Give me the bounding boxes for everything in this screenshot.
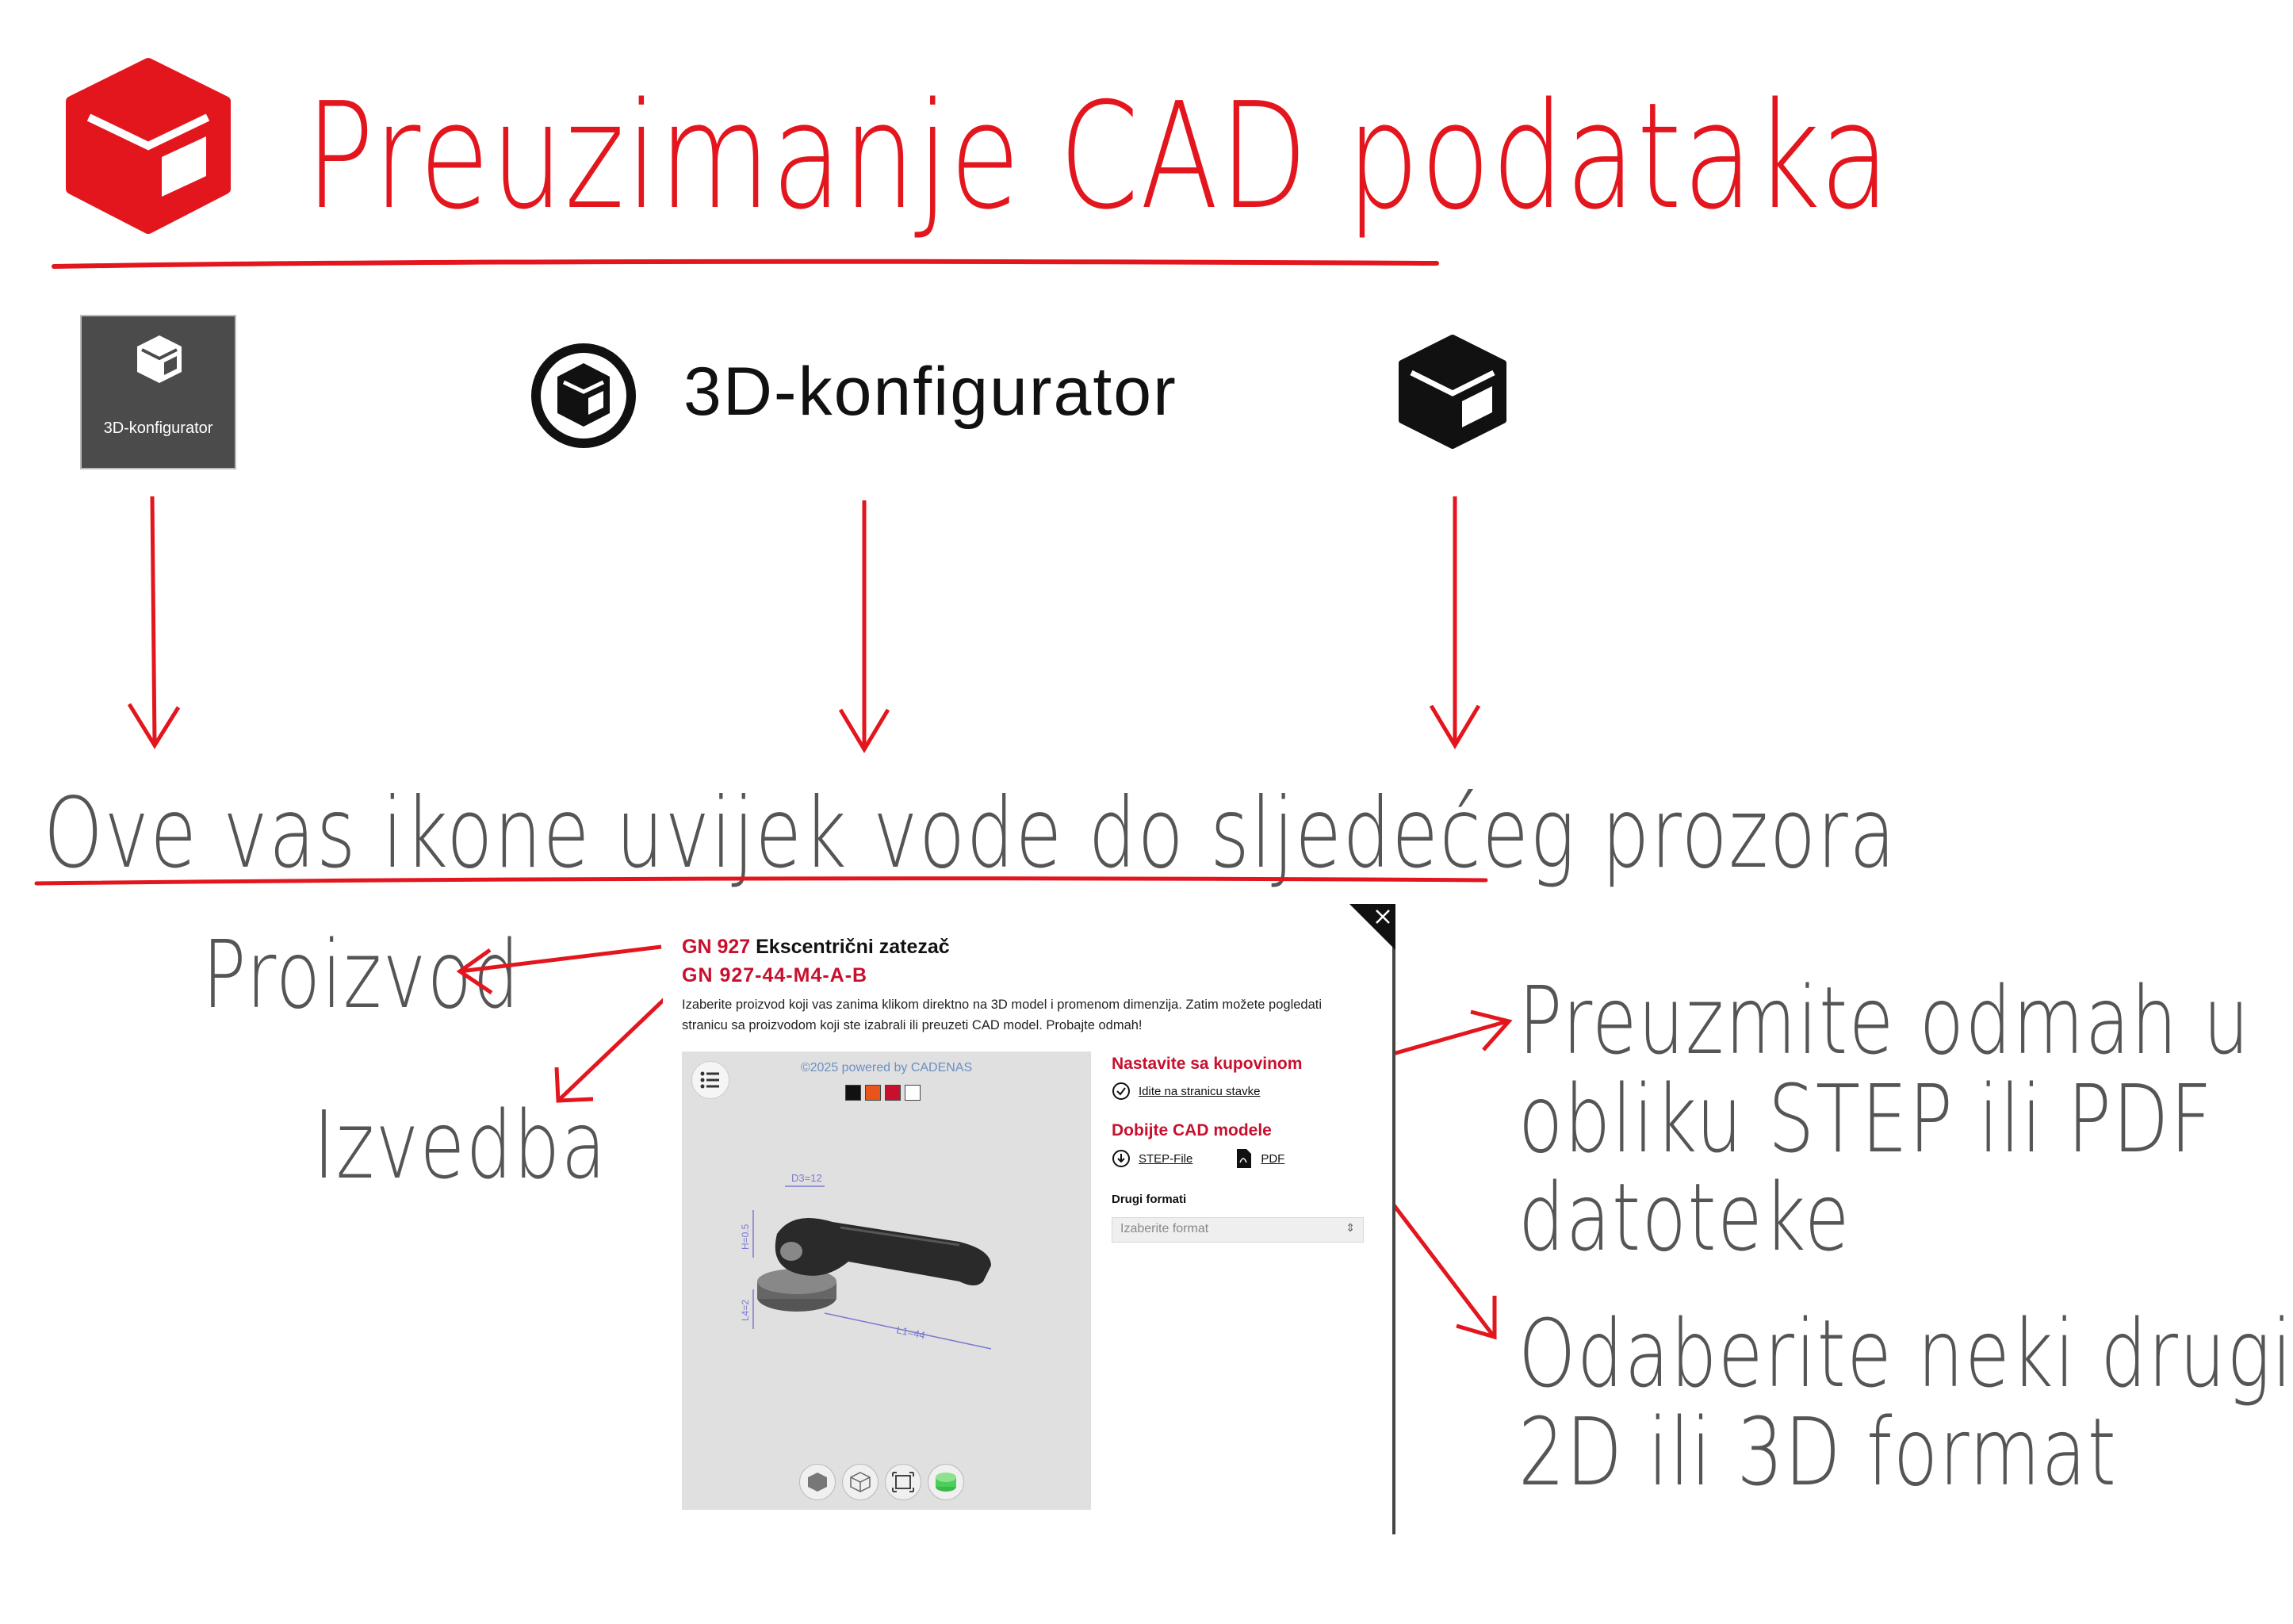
product-annotation: Proizvod [202,920,521,1029]
continue-heading: Nastavite sa kupovinom [1112,1055,1303,1073]
color-swatch-white[interactable] [905,1085,921,1101]
shaded-view-button[interactable] [799,1464,836,1500]
title-underline [48,252,1443,276]
3d-configurator-text[interactable]: 3D-konfigurator [683,354,1177,430]
color-swatch-black[interactable] [845,1085,861,1101]
arrow-to-product [452,936,666,999]
page-title: Preuzimanje CAD podataka [305,71,1892,242]
dimension-l1[interactable]: L1=44 [895,1323,927,1342]
fit-view-button[interactable] [885,1464,921,1500]
arrow-down-left [123,492,186,753]
color-swatches [845,1085,921,1101]
fit-frame-icon [886,1465,921,1500]
window-description: Izaberite proizvod koji vas zanima klikom direktno na 3D model i promenom dimenzija. Zatim možete pogledati stranicu sa proizvodom koji ste izabrali ili preuzeti CAD model. Probajte odmah! [682,998,1323,1032]
3d-configurator-button-label: 3D-konfigurator [103,419,213,437]
cad-download-window [663,904,1395,1534]
format-select[interactable] [1112,1217,1364,1243]
download-sidebar [1112,1055,1373,1243]
other-format-annotation-1: Odaberite neki drugi [1518,1299,2293,1408]
white-cube-icon [131,331,188,388]
circled-cube-icon[interactable] [529,341,638,450]
select-arrows-icon: ⇕ [1346,1221,1355,1234]
item-page-link[interactable] [1112,1082,1373,1101]
variant-annotation: Izvedba [313,1090,607,1200]
download-icon [1112,1149,1131,1168]
other-formats-label: Drugi formati [1112,1193,1187,1206]
download-annotation-1: Preuzmite odmah u [1518,966,2251,1075]
arrow-down-middle [833,496,896,757]
download-links [1112,1148,1373,1169]
dimension-l4[interactable]: L4=2 [740,1299,751,1321]
3d-viewer[interactable] [682,1051,1091,1510]
shaded-cube-icon [800,1465,835,1500]
download-annotation-3: datoteke [1518,1162,1851,1272]
color-swatch-orange[interactable] [865,1085,881,1101]
dimension-d3[interactable]: D3=12 [791,1172,822,1184]
subtitle-underline [32,871,1491,894]
dimension-h[interactable]: H=0.5 [740,1224,751,1250]
variant-code: GN 927-44-M4-A-B [682,964,868,986]
red-cube-icon [57,57,239,239]
pdf-link-text[interactable]: PDF [1261,1151,1285,1166]
3d-configurator-button[interactable] [80,315,236,469]
window-border [1392,904,1395,1534]
product-code: GN 927 [682,936,751,958]
powered-by: ©2025 powered by CADENAS [800,1061,973,1074]
product-name: Ekscentrični zatezač [756,936,950,958]
3d-model[interactable] [722,1162,1055,1424]
pdf-download-link[interactable] [1235,1148,1284,1169]
product-title [682,936,950,959]
item-page-link-text[interactable]: Idite na stranicu stavke [1139,1084,1261,1098]
green-cylinder-icon [928,1465,963,1500]
subtitle: Ove vas ikone uvijek vode do sljedećeg prozora [44,777,1897,890]
check-circle-icon [1112,1082,1131,1101]
arrow-down-right [1423,492,1487,753]
color-swatch-red[interactable] [885,1085,901,1101]
wireframe-cube-icon [843,1465,878,1500]
background-toggle-button[interactable] [928,1464,964,1500]
wireframe-view-button[interactable] [842,1464,879,1500]
format-select-placeholder: Izaberite format [1120,1222,1209,1235]
step-download-link[interactable] [1112,1149,1192,1168]
viewer-toolbar [799,1464,964,1500]
download-annotation-2: obliku STEP ili PDF [1518,1064,2214,1174]
pdf-icon [1235,1148,1253,1169]
other-format-annotation-2: 2D ili 3D format [1518,1397,2118,1507]
black-cube-icon[interactable] [1392,331,1513,452]
step-link-text[interactable]: STEP-File [1139,1151,1193,1166]
cad-heading: Dobijte CAD modele [1112,1121,1272,1139]
arrow-to-variant [547,991,674,1110]
close-icon[interactable] [1349,904,1395,950]
